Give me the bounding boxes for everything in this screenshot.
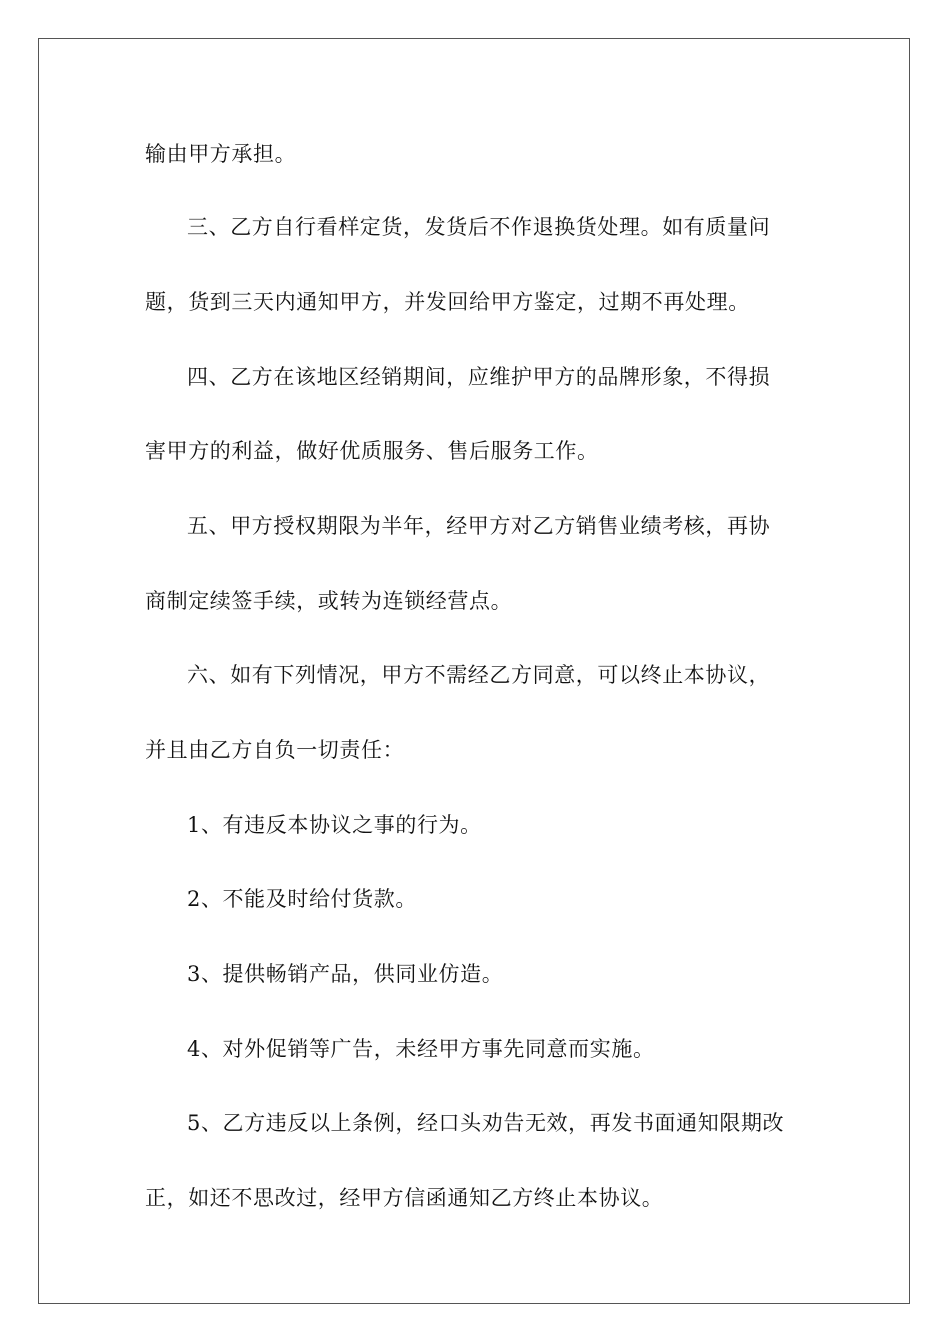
list-item: 4、对外促销等广告，未经甲方事先同意而实施。 xyxy=(187,1037,655,1061)
paragraph-line: 害甲方的利益，做好优质服务、售后服务工作。 xyxy=(145,439,599,463)
paragraph-line: 正，如还不思改过，经甲方信函通知乙方终止本协议。 xyxy=(145,1186,664,1210)
paragraph-line: 并且由乙方自负一切责任： xyxy=(145,738,405,762)
list-item: 1、有违反本协议之事的行为。 xyxy=(187,813,482,837)
list-item: 3、提供畅销产品，供同业仿造。 xyxy=(187,962,504,986)
paragraph-line: 商制定续签手续，或转为连锁经营点。 xyxy=(145,589,513,613)
paragraph-line: 六、如有下列情况，甲方不需经乙方同意，可以终止本协议， xyxy=(187,663,771,687)
paragraph-line: 题，货到三天内通知甲方，并发回给甲方鉴定，过期不再处理。 xyxy=(145,290,750,314)
paragraph-line: 五、甲方授权期限为半年，经甲方对乙方销售业绩考核，再协 xyxy=(187,514,771,538)
paragraph-line: 三、乙方自行看样定货，发货后不作退换货处理。如有质量问 xyxy=(187,215,771,239)
list-item: 2、不能及时给付货款。 xyxy=(187,887,417,911)
paragraph-line: 输由甲方承担。 xyxy=(145,142,297,166)
list-item: 5、乙方违反以上条例，经口头劝告无效，再发书面通知限期改 xyxy=(187,1111,785,1135)
paragraph-line: 四、乙方在该地区经销期间，应维护甲方的品牌形象，不得损 xyxy=(187,365,771,389)
